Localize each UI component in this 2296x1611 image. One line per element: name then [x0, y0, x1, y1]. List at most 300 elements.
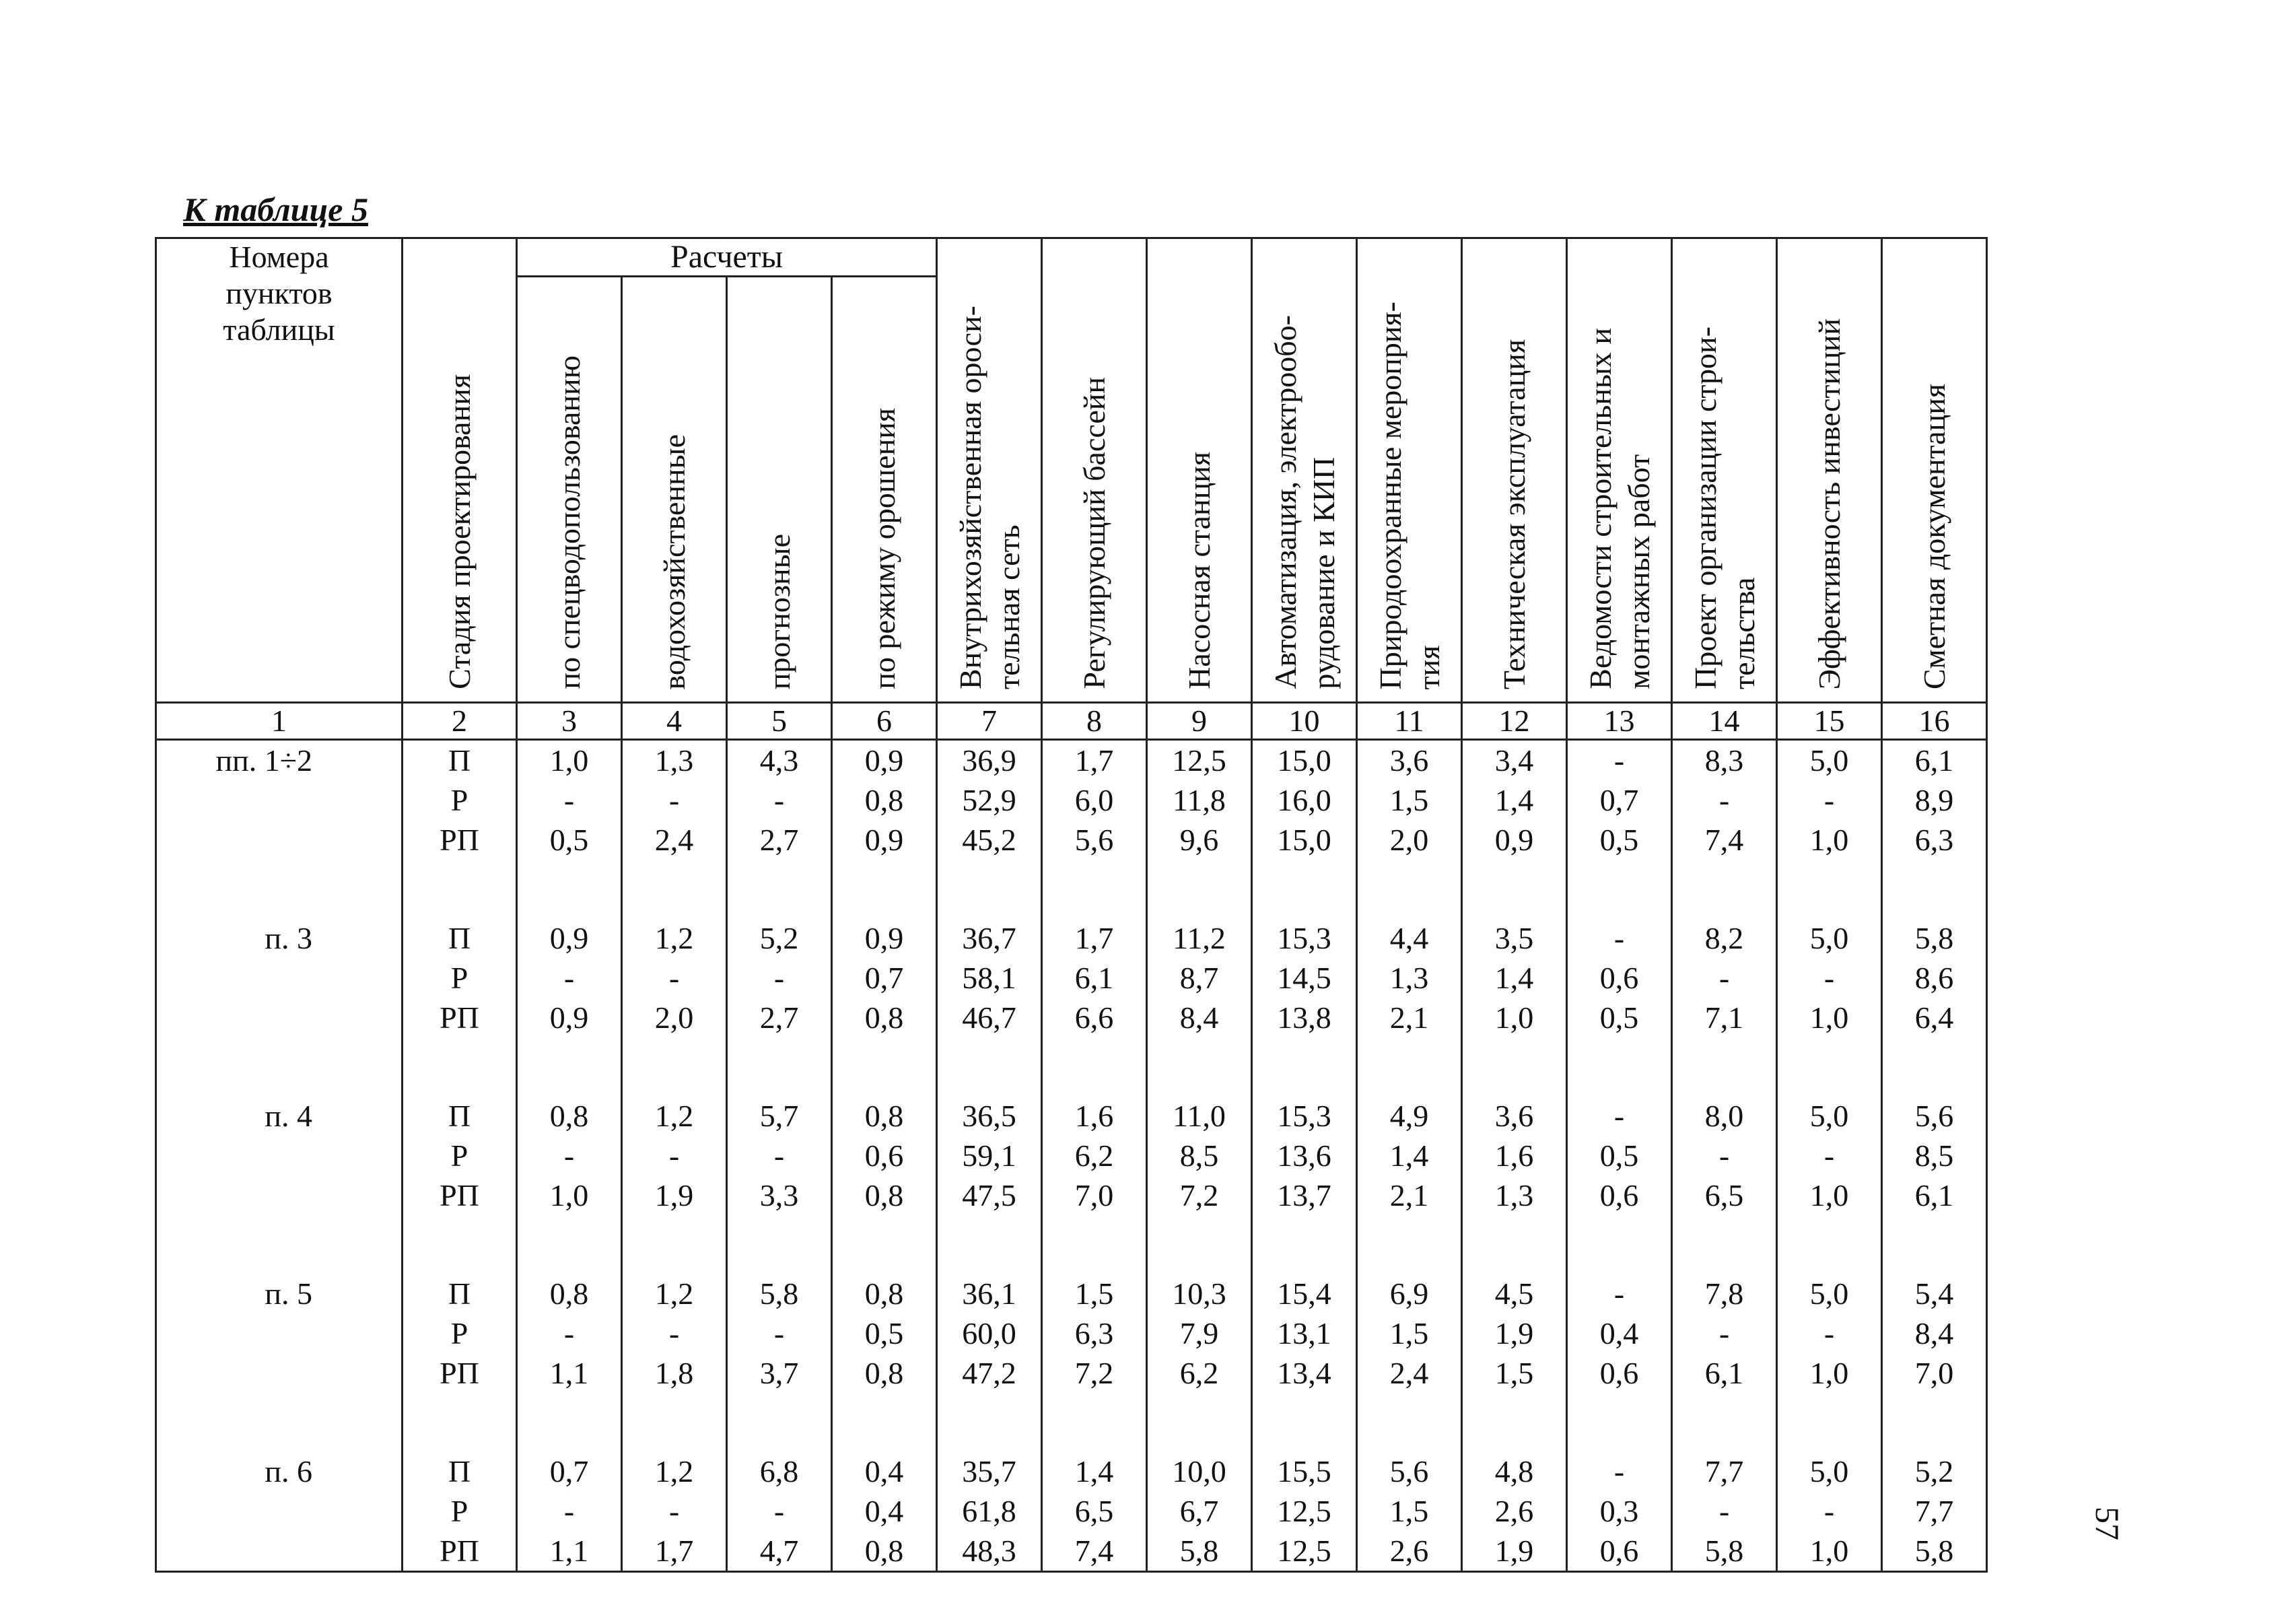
group-gap	[833, 1215, 936, 1274]
table-cell-value: 1,0	[1809, 1356, 1849, 1390]
table-cell-value: -	[668, 1316, 680, 1350]
point-labels-column	[156, 740, 403, 1572]
group-gap	[1148, 1393, 1251, 1451]
group-gap	[938, 1215, 1041, 1274]
table-cell-value: 0,8	[864, 1000, 904, 1035]
empty-cell	[157, 998, 312, 1037]
table-cell-value: 1,0	[1494, 1000, 1534, 1035]
table-cell-value: 4,4	[1389, 921, 1429, 955]
table-cell-value: 16,0	[1277, 783, 1331, 817]
column-number: 5	[727, 703, 832, 740]
group-gap	[938, 1037, 1041, 1096]
table-cell-value: -	[773, 961, 785, 995]
table-cell-value: 4,9	[1389, 1099, 1429, 1133]
header-col-3: по спецводопользованию	[517, 277, 622, 703]
group-gap	[1463, 860, 1566, 918]
point-label: п. 4	[265, 1099, 312, 1133]
header-col-7: Внутрихозяйственная ороси- тельная сеть	[937, 238, 1042, 703]
group-gap	[833, 1037, 936, 1096]
stage-code: Р	[450, 1138, 468, 1173]
point-label: п. 3	[265, 921, 312, 955]
table-cell-value: 1,1	[549, 1534, 589, 1568]
table-cell-value: 5,0	[1809, 1454, 1849, 1488]
group-gap	[1673, 1037, 1776, 1096]
table-body-row	[156, 740, 1987, 1572]
table-cell-value: -	[563, 783, 575, 817]
group-gap	[157, 1393, 312, 1451]
table-cell-value: 0,8	[864, 1276, 904, 1311]
group-gap	[518, 1037, 621, 1096]
empty-cell	[157, 958, 312, 998]
table-cell-value: 0,4	[864, 1494, 904, 1528]
stage-code: Р	[450, 1316, 468, 1350]
table-cell-value: 2,7	[759, 1000, 799, 1035]
data-column-5	[727, 740, 832, 1572]
stage-code: П	[448, 1276, 471, 1311]
table-cell-value: 2,6	[1389, 1534, 1429, 1568]
stage-code: РП	[440, 1356, 479, 1390]
group-gap	[938, 860, 1041, 918]
group-gap	[1358, 1215, 1461, 1274]
table-cell-value: 8,4	[1914, 1316, 1954, 1350]
stage-code: Р	[450, 783, 468, 817]
table-cell-value: -	[1823, 1494, 1835, 1528]
group-gap	[1883, 1215, 1986, 1274]
table-cell-value: 1,6	[1494, 1138, 1534, 1173]
table-cell-value: 6,1	[1704, 1356, 1744, 1390]
table-cell-value: 48,3	[962, 1534, 1016, 1568]
table-cell-value: 1,5	[1494, 1356, 1534, 1390]
table-cell-value: 6,5	[1704, 1178, 1744, 1212]
table-cell-value: 7,4	[1704, 823, 1744, 857]
table-cell-value: 0,5	[1599, 823, 1639, 857]
group-gap	[1883, 860, 1986, 918]
table-cell-value: 5,6	[1074, 823, 1114, 857]
column-number: 16	[1882, 703, 1987, 740]
table-cell-value: 2,4	[1389, 1356, 1429, 1390]
group-gap	[1148, 1215, 1251, 1274]
data-column-16	[1882, 740, 1987, 1572]
table-cell-value: 6,5	[1074, 1494, 1114, 1528]
group-gap	[833, 1393, 936, 1451]
header-col-10: Автоматизация, электрообо- рудование и КИП	[1252, 238, 1357, 703]
table-cell-value: 2,6	[1494, 1494, 1534, 1528]
table-cell-value: 12,5	[1277, 1494, 1331, 1528]
table-cell-value: -	[1718, 783, 1730, 817]
table-cell-value: 0,5	[1599, 1138, 1639, 1173]
stage-code: РП	[440, 1178, 479, 1212]
stage-code: Р	[450, 1494, 468, 1528]
table-cell-value: 14,5	[1277, 961, 1331, 995]
group-gap	[728, 1393, 831, 1451]
stage-code: П	[448, 1454, 471, 1488]
table-cell-value: 36,9	[962, 743, 1016, 778]
table-cell-value: 15,3	[1277, 921, 1331, 955]
table-cell-value: 1,1	[549, 1356, 589, 1390]
table-cell-value: -	[1613, 1099, 1625, 1133]
table-cell-value: 8,3	[1704, 743, 1744, 778]
data-column-13	[1567, 740, 1672, 1572]
table-cell-value: 6,1	[1074, 961, 1114, 995]
table-cell-value: 15,5	[1277, 1454, 1331, 1488]
column-number: 9	[1147, 703, 1252, 740]
table-cell-value: 6,6	[1074, 1000, 1114, 1035]
table-cell-value: 13,4	[1277, 1356, 1331, 1390]
header-col-12: Техническая эксплуатация	[1462, 238, 1567, 703]
table-cell-value: 13,6	[1277, 1138, 1331, 1173]
group-gap	[1673, 1393, 1776, 1451]
column-number: 14	[1672, 703, 1777, 740]
empty-cell	[157, 1136, 312, 1175]
table-cell-value: -	[1613, 743, 1625, 778]
table-cell-value: -	[668, 1494, 680, 1528]
table-cell-value: 7,8	[1704, 1276, 1744, 1311]
table-cell-value: -	[773, 1138, 785, 1173]
group-gap	[1043, 860, 1146, 918]
table-cell-value: 1,9	[1494, 1534, 1534, 1568]
table-cell-value: 1,9	[654, 1178, 694, 1212]
column-number: 1	[156, 703, 403, 740]
table-cell-value: 2,1	[1389, 1178, 1429, 1212]
group-gap	[623, 1037, 726, 1096]
table-cell-value: 1,4	[1494, 783, 1534, 817]
table-cell-value: 0,9	[549, 1000, 589, 1035]
group-gap	[1148, 1037, 1251, 1096]
data-column-14	[1672, 740, 1777, 1572]
column-number: 11	[1357, 703, 1462, 740]
table-cell-value: 1,5	[1389, 783, 1429, 817]
table-cell-value: 1,3	[1494, 1178, 1534, 1212]
table-cell-value: -	[1718, 1138, 1730, 1173]
group-gap	[1778, 1393, 1881, 1451]
table-cell-value: -	[1823, 1316, 1835, 1350]
table-cell-value: -	[668, 961, 680, 995]
empty-cell	[157, 1531, 312, 1571]
table-cell-value: 5,8	[1704, 1534, 1744, 1568]
table-cell-value: 1,0	[549, 1178, 589, 1212]
table-cell-value: 5,8	[759, 1276, 799, 1311]
group-gap	[1253, 1393, 1356, 1451]
group-gap	[833, 860, 936, 918]
table-cell-value: 2,0	[1389, 823, 1429, 857]
header-col-14: Проект организации строи- тельства	[1672, 238, 1777, 703]
table-cell-value: 45,2	[962, 823, 1016, 857]
header-stage: Стадия проектирования	[403, 238, 517, 703]
table-cell-value: 6,3	[1074, 1316, 1114, 1350]
table-cell-value: 0,8	[864, 1534, 904, 1568]
data-column-10	[1252, 740, 1357, 1572]
table-cell-value: 9,6	[1179, 823, 1219, 857]
column-number: 4	[622, 703, 727, 740]
stage-code: П	[448, 743, 471, 778]
table-cell-value: 0,4	[864, 1454, 904, 1488]
empty-cell	[157, 1175, 312, 1215]
table-cell-value: 5,6	[1389, 1454, 1429, 1488]
table-cell-value: 1,2	[654, 921, 694, 955]
table-cell-value: 1,2	[654, 1454, 694, 1488]
table-cell-value: 7,2	[1179, 1178, 1219, 1212]
table-cell-value: 8,7	[1179, 961, 1219, 995]
table-cell-value: 36,7	[962, 921, 1016, 955]
group-gap	[1043, 1037, 1146, 1096]
data-column-3	[517, 740, 622, 1572]
table-cell-value: 5,0	[1809, 743, 1849, 778]
table-cell-value: 5,8	[1914, 921, 1954, 955]
data-column-6	[832, 740, 937, 1572]
column-number: 6	[832, 703, 937, 740]
table-cell-value: 6,2	[1074, 1138, 1114, 1173]
cost-distribution-table	[155, 237, 1988, 1573]
table-cell-value: 15,0	[1277, 823, 1331, 857]
table-cell-value: 5,0	[1809, 1099, 1849, 1133]
table-cell-value: 13,8	[1277, 1000, 1331, 1035]
table-cell-value: 15,3	[1277, 1099, 1331, 1133]
table-cell-value: 4,8	[1494, 1454, 1534, 1488]
header-col-5: прогнозные	[727, 277, 832, 703]
table-cell-value: 6,1	[1914, 743, 1954, 778]
table-cell-value: 0,3	[1599, 1494, 1639, 1528]
table-cell-value: -	[563, 961, 575, 995]
table-cell-value: -	[1613, 1454, 1625, 1488]
table-cell-value: 36,1	[962, 1276, 1016, 1311]
table-cell-value: 4,5	[1494, 1276, 1534, 1311]
table-cell-value: 1,3	[654, 743, 694, 778]
table-cell-value: 3,3	[759, 1178, 799, 1212]
table-cell-value: 15,0	[1277, 743, 1331, 778]
table-cell-value: 0,7	[549, 1454, 589, 1488]
group-gap	[157, 860, 312, 918]
table-cell-value: 1,4	[1074, 1454, 1114, 1488]
group-gap	[1463, 1393, 1566, 1451]
group-gap	[518, 1215, 621, 1274]
table-cell-value: -	[668, 1138, 680, 1173]
column-number: 13	[1567, 703, 1672, 740]
header-col-13: Ведомости строительных и монтажных работ	[1567, 238, 1672, 703]
group-gap	[1358, 1037, 1461, 1096]
table-cell-value: 1,5	[1074, 1276, 1114, 1311]
table-cell-value: 4,7	[759, 1534, 799, 1568]
group-gap	[938, 1393, 1041, 1451]
stage-code: П	[448, 1099, 471, 1133]
group-gap	[403, 1393, 516, 1451]
column-number: 10	[1252, 703, 1357, 740]
table-cell-value: 0,8	[864, 1099, 904, 1133]
group-gap	[1778, 860, 1881, 918]
data-column-12	[1462, 740, 1567, 1572]
stage-column	[403, 740, 517, 1572]
table-cell-value: 1,4	[1389, 1138, 1429, 1173]
group-gap	[1463, 1215, 1566, 1274]
data-column-4	[622, 740, 727, 1572]
table-cell-value: 0,8	[549, 1276, 589, 1311]
group-gap	[1568, 1393, 1671, 1451]
table-cell-value: 15,4	[1277, 1276, 1331, 1311]
table-cell-value: 5,7	[759, 1099, 799, 1133]
table-cell-value: 0,9	[864, 921, 904, 955]
table-cell-value: 0,5	[864, 1316, 904, 1350]
group-gap	[157, 1215, 312, 1274]
group-gap	[1673, 1215, 1776, 1274]
header-col-16: Сметная документация	[1882, 238, 1987, 703]
table-cell-value: 1,5	[1389, 1316, 1429, 1350]
table-cell-value: 0,5	[1599, 1000, 1639, 1035]
table-cell-value: 3,6	[1494, 1099, 1534, 1133]
table-cell-value: 12,5	[1277, 1534, 1331, 1568]
table-cell-value: 0,9	[1494, 823, 1534, 857]
table-cell-value: 0,6	[1599, 1178, 1639, 1212]
table-cell-value: 2,0	[654, 1000, 694, 1035]
table-cell-value: 1,0	[1809, 1534, 1849, 1568]
table-cell-value: 0,7	[1599, 783, 1639, 817]
table-cell-value: 3,7	[759, 1356, 799, 1390]
data-column-8	[1042, 740, 1147, 1572]
table-cell-value: 0,8	[864, 1356, 904, 1390]
table-cell-value: 3,5	[1494, 921, 1534, 955]
table-cell-value: 12,5	[1172, 743, 1226, 778]
table-cell-value: 1,7	[1074, 743, 1114, 778]
table-cell-value: 52,9	[962, 783, 1016, 817]
point-label: п. 6	[265, 1454, 312, 1488]
table-cell-value: 0,9	[549, 921, 589, 955]
header-calculations-group: Расчеты	[517, 238, 937, 277]
table-cell-value: 8,9	[1914, 783, 1954, 817]
group-gap	[1358, 860, 1461, 918]
table-cell-value: -	[1613, 921, 1625, 955]
group-gap	[728, 1215, 831, 1274]
group-gap	[1043, 1393, 1146, 1451]
table-cell-value: 11,2	[1173, 921, 1226, 955]
group-gap	[1358, 1393, 1461, 1451]
table-cell-value: 59,1	[962, 1138, 1016, 1173]
table-cell-value: 0,4	[1599, 1316, 1639, 1350]
group-gap	[1043, 1215, 1146, 1274]
stage-code: РП	[440, 823, 479, 857]
table-cell-value: 5,4	[1914, 1276, 1954, 1311]
header-col-15: Эффективность инвестиций	[1777, 238, 1882, 703]
table-cell-value: 1,7	[654, 1534, 694, 1568]
group-gap	[1778, 1215, 1881, 1274]
header-col-8: Регулирующий бассейн	[1042, 238, 1147, 703]
table-cell-value: 1,9	[1494, 1316, 1534, 1350]
table-cell-value: -	[773, 783, 785, 817]
group-gap	[623, 1215, 726, 1274]
empty-cell	[157, 820, 312, 860]
group-gap	[1568, 1037, 1671, 1096]
point-label: п. 5	[265, 1276, 312, 1311]
stage-code: РП	[440, 1000, 479, 1035]
table-cell-value: 5,2	[1914, 1454, 1954, 1488]
table-cell-value: 61,8	[962, 1494, 1016, 1528]
table-cell-value: 46,7	[962, 1000, 1016, 1035]
table-cell-value: 5,0	[1809, 1276, 1849, 1311]
group-gap	[623, 1393, 726, 1451]
column-number-row	[156, 703, 1987, 740]
table-cell-value: 1,4	[1494, 961, 1534, 995]
table-cell-value: 60,0	[962, 1316, 1016, 1350]
empty-cell	[157, 1491, 312, 1531]
table-cell-value: 0,9	[864, 743, 904, 778]
table-cell-value: -	[563, 1494, 575, 1528]
group-gap	[403, 860, 516, 918]
table-cell-value: 5,2	[759, 921, 799, 955]
table-cell-value: -	[1718, 961, 1730, 995]
table-cell-value: 6,3	[1914, 823, 1954, 857]
group-gap	[1253, 860, 1356, 918]
table-cell-value: 6,4	[1914, 1000, 1954, 1035]
table-cell-value: 7,1	[1704, 1000, 1744, 1035]
table-cell-value: 1,3	[1389, 961, 1429, 995]
empty-cell	[157, 1313, 312, 1353]
table-cell-value: 0,8	[864, 1178, 904, 1212]
group-gap	[1778, 1037, 1881, 1096]
table-cell-value: 7,7	[1914, 1494, 1954, 1528]
table-cell-value: 6,0	[1074, 783, 1114, 817]
table-cell-value: 0,6	[1599, 1356, 1639, 1390]
table-cell-value: 13,1	[1277, 1316, 1331, 1350]
empty-cell	[157, 1353, 312, 1393]
table-cell-value: 1,2	[654, 1276, 694, 1311]
table-cell-value: 2,7	[759, 823, 799, 857]
group-gap	[518, 860, 621, 918]
table-cell-value: 6,9	[1389, 1276, 1429, 1311]
table-cell-value: 1,2	[654, 1099, 694, 1133]
table-cell-value: -	[668, 783, 680, 817]
table-cell-value: 5,8	[1179, 1534, 1219, 1568]
table-cell-value: -	[1613, 1276, 1625, 1311]
table-cell-value: -	[1718, 1316, 1730, 1350]
table-cell-value: 0,7	[864, 961, 904, 995]
header-col-4: водохозяйственные	[622, 277, 727, 703]
table-cell-value: -	[563, 1138, 575, 1173]
data-column-9	[1147, 740, 1252, 1572]
table-cell-value: 7,0	[1074, 1178, 1114, 1212]
table-cell-value: 0,5	[549, 823, 589, 857]
table-cell-value: 1,8	[654, 1356, 694, 1390]
table-cell-value: 0,9	[864, 823, 904, 857]
group-gap	[623, 860, 726, 918]
table-cell-value: 47,5	[962, 1178, 1016, 1212]
data-column-15	[1777, 740, 1882, 1572]
group-gap	[157, 1037, 312, 1096]
table-cell-value: 7,9	[1179, 1316, 1219, 1350]
column-number: 15	[1777, 703, 1882, 740]
table-cell-value: 11,0	[1173, 1099, 1226, 1133]
table-cell-value: 0,6	[864, 1138, 904, 1173]
group-gap	[403, 1215, 516, 1274]
table-cell-value: 4,3	[759, 743, 799, 778]
table-cell-value: 1,6	[1074, 1099, 1114, 1133]
table-cell-value: 3,4	[1494, 743, 1534, 778]
table-cell-value: 35,7	[962, 1454, 1016, 1488]
table-cell-value: 58,1	[962, 961, 1016, 995]
point-label: пп. 1÷2	[215, 743, 312, 778]
table-cell-value: 6,1	[1914, 1178, 1954, 1212]
table-cell-value: 7,2	[1074, 1356, 1114, 1390]
header-point-numbers: Номера пунктов таблицы	[156, 238, 403, 703]
stage-code: П	[448, 921, 471, 955]
header-col-11: Природоохранные мероприя- тия	[1357, 238, 1462, 703]
group-gap	[1883, 1037, 1986, 1096]
table-cell-value: 47,2	[962, 1356, 1016, 1390]
table-cell-value: -	[1823, 1138, 1835, 1173]
group-gap	[1568, 860, 1671, 918]
table-cell-value: 2,1	[1389, 1000, 1429, 1035]
group-gap	[1253, 1215, 1356, 1274]
group-gap	[1568, 1215, 1671, 1274]
column-number: 2	[403, 703, 517, 740]
table-cell-value: 5,6	[1914, 1099, 1954, 1133]
column-number: 12	[1462, 703, 1567, 740]
